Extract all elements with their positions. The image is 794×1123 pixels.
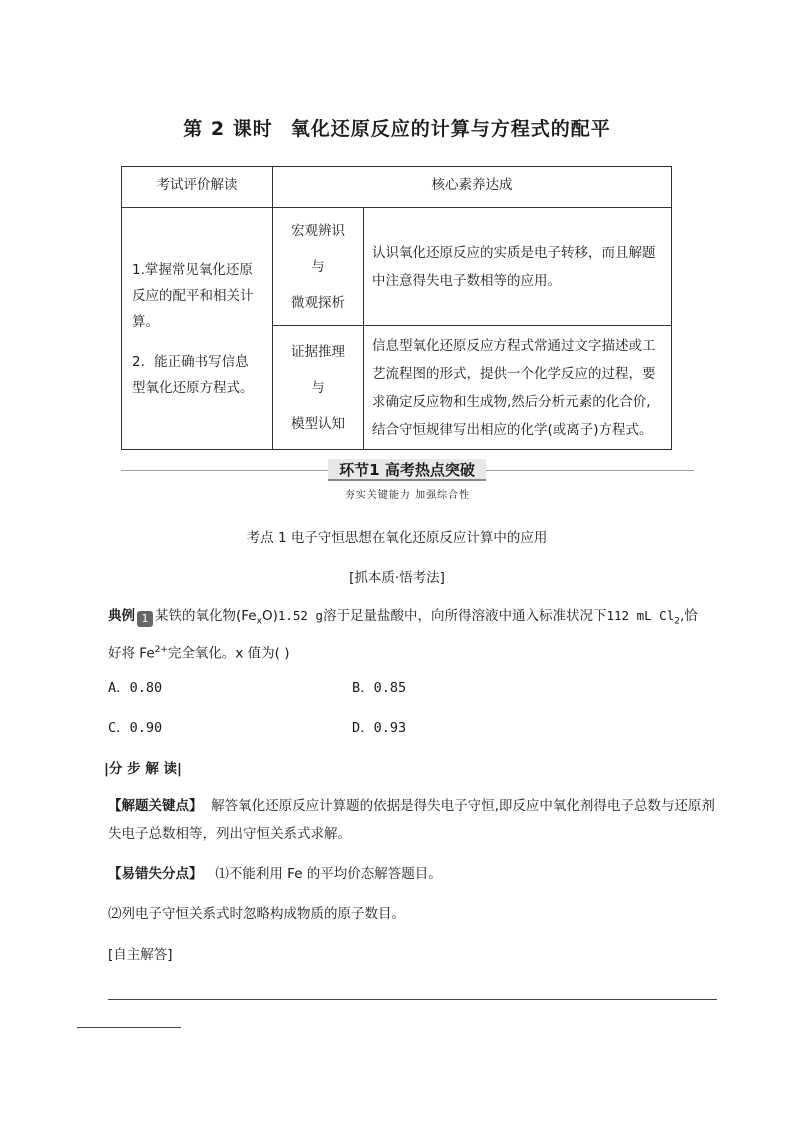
error-point [108, 860, 718, 888]
kaodian-heading: 考点 1 电子守恒思想在氧化还原反应计算中的应用 [246, 530, 548, 546]
step-reading-title: |分 步 解 读| [104, 761, 182, 777]
option-c: C．0.90 [108, 720, 163, 736]
literacy-desc-2: 信息型氧化还原反应方程式常通过文字描述或工艺流程图的形式，提供一个化学反应的过程，要求确定反应物和生成物,然后分析元素的化合价,结合守恒规律写出相应的化学(或离子)方程式。 [364, 326, 672, 450]
method-heading: [抓本质·悟考法] [349, 570, 445, 586]
literacy-label-1: 宏观辨识 与 微观探析 [273, 208, 364, 326]
literacy-label-2: 证据推理 与 模型认知 [273, 326, 364, 450]
key-point [108, 792, 718, 848]
key-point-label: 【解题关键点】 [108, 798, 203, 814]
self-answer-label: [自主解答] [108, 947, 173, 963]
literacy-desc-1: 认识氧化还原反应的实质是电子转移，而且解题中注意得失电子数相等的应用。 [364, 208, 672, 326]
table-header-left: 考试评价解读 [122, 167, 273, 208]
option-a: A．0.80 [108, 680, 163, 696]
lesson-number: 第 2 课时 [183, 118, 273, 140]
requirement-2: 2．能正确书写信息型氧化还原方程式。 [132, 353, 254, 396]
objectives-table [121, 166, 672, 450]
error-point-1: ⑴不能利用 Fe 的平均价态解答题目。 [215, 866, 442, 882]
example-question: 典例 1 某铁的氧化物$(Fe_xO)1.52$ g溶于足量盐酸中，向所得溶液中通入标准状况下112 mL $Cl_2$,恰 好将 $Fe^{2+}$完全氧化。x 值为( ) [108, 608, 698, 662]
page-title [0, 114, 794, 141]
exam-requirements [122, 208, 273, 450]
banner-line-right [486, 470, 694, 471]
banner-subtitle: 夯实关键能力 加强综合性 [344, 490, 471, 501]
key-point-text: 解答氧化还原反应计算题的依据是得失电子守恒,即反应中氧化剂得电子总数与还原剂失电子总数相等，列出守恒关系式求解。 [108, 798, 715, 842]
footnote-rule [77, 1027, 181, 1028]
lesson-topic: 氧化还原反应的计算与方程式的配平 [290, 118, 611, 140]
answer-line [108, 999, 717, 1000]
option-b: B．0.85 [352, 680, 407, 696]
banner-title: 环节1 高考热点突破 [328, 459, 486, 481]
table-header-right: 核心素养达成 [273, 167, 672, 208]
example-label: 典例 [108, 608, 135, 624]
requirement-1: 1.掌握常见氧化还原反应的配平和相关计算。 [132, 261, 254, 330]
example-number-icon: 1 [137, 611, 153, 627]
error-point-2: ⑵列电子守恒关系式时忽略构成物质的原子数目。 [108, 906, 405, 922]
option-d: D．0.93 [352, 720, 407, 736]
banner-line-left [121, 470, 328, 471]
error-point-label: 【易错失分点】 [108, 866, 203, 882]
section-banner [121, 459, 694, 505]
